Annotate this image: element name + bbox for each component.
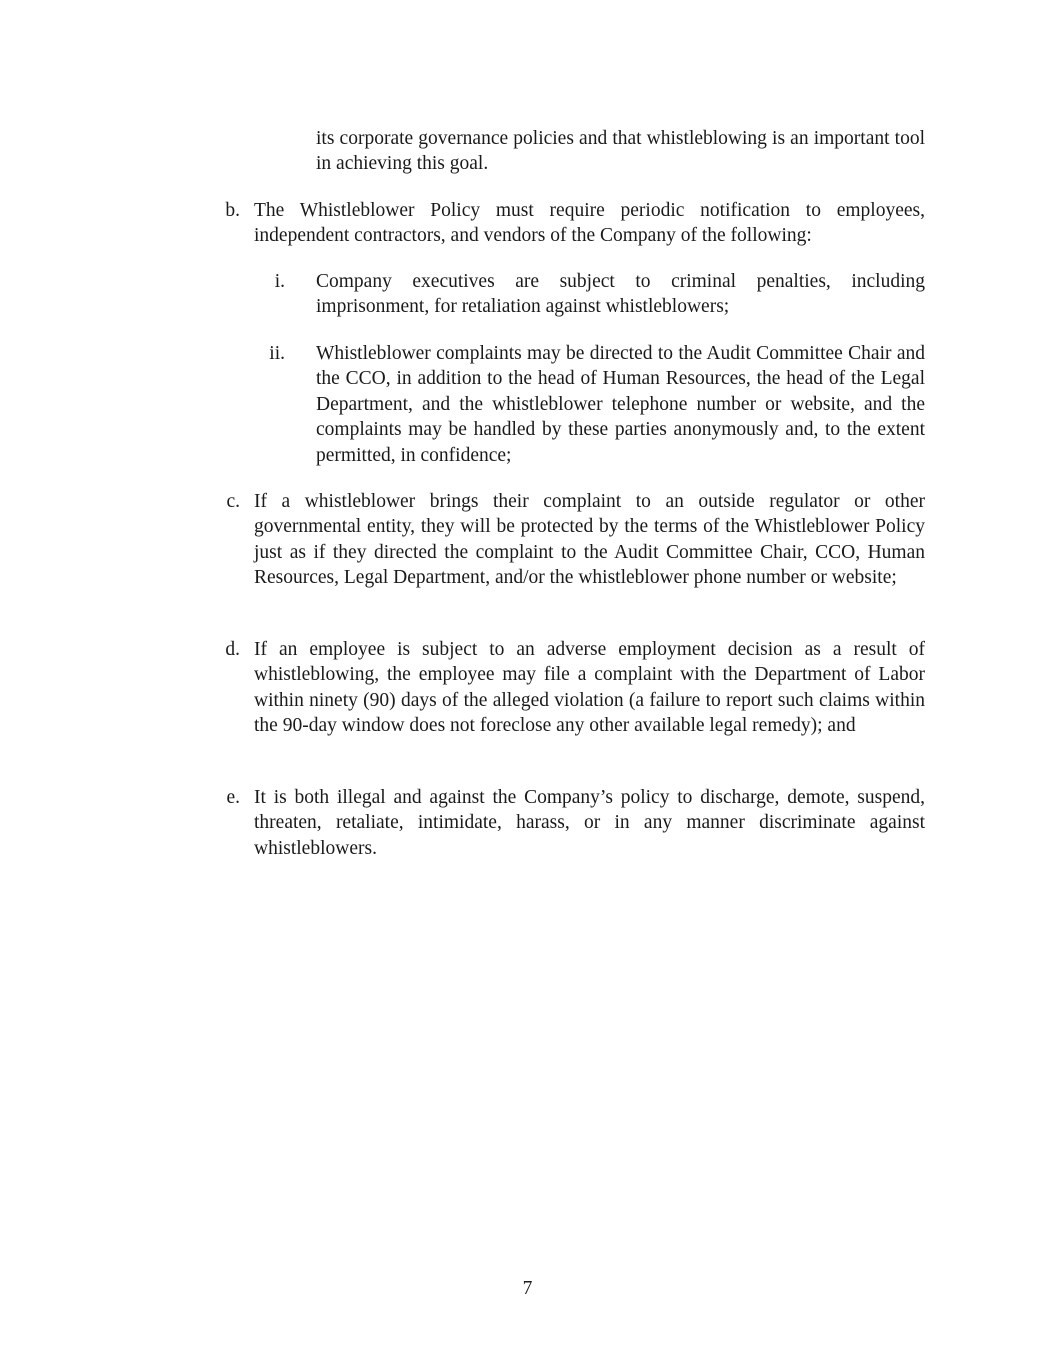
- list-marker-e: e.: [226, 787, 240, 808]
- sub-list-marker-i: i.: [274, 271, 285, 292]
- list-item-b: The Whistleblower Policy must require periodic notification to employees, independent contractors, and vendors of the Company of the following:: [254, 200, 925, 247]
- list-marker-c: c.: [226, 491, 240, 512]
- sub-list-item-ii: Whistleblower complaints may be directed to the Audit Committee Chair and the CCO, in addition to the head of Human Resources, the head of the Legal Department, and the whistleblower telephone number or website, and the complaints may be handled by these parties anonymously and, to the extent permitted, in confidence;: [316, 343, 925, 466]
- list-marker-b: b.: [225, 200, 240, 221]
- sub-list-marker-ii: ii.: [269, 343, 285, 364]
- page-number: 7: [522, 1278, 533, 1299]
- list-marker-d: d.: [225, 639, 240, 660]
- continuation-paragraph: its corporate governance policies and that whistleblowing is an important tool in achieving this goal.: [316, 128, 925, 175]
- list-item-d: If an employee is subject to an adverse employment decision as a result of whistleblowing, the employee may file a complaint with the Department of Labor within ninety (90) days of the alleged violation (a failure to report such claims within the 90-day window does not foreclose any other available legal remedy); and: [254, 639, 925, 737]
- sub-list-item-i: Company executives are subject to criminal penalties, including imprisonment, for retaliation against whistleblowers;: [316, 271, 925, 318]
- list-item-e: It is both illegal and against the Company’s policy to discharge, demote, suspend, threaten, retaliate, intimidate, harass, or in any manner discriminate against whistleblowers.: [254, 787, 925, 859]
- list-item-c: If a whistleblower brings their complaint to an outside regulator or other governmental entity, they will be protected by the terms of the Whistleblower Policy just as if they directed the complaint to the Audit Committee Chair, CCO, Human Resources, Legal Department, and/or the whistleblower phone number or website;: [254, 491, 925, 589]
